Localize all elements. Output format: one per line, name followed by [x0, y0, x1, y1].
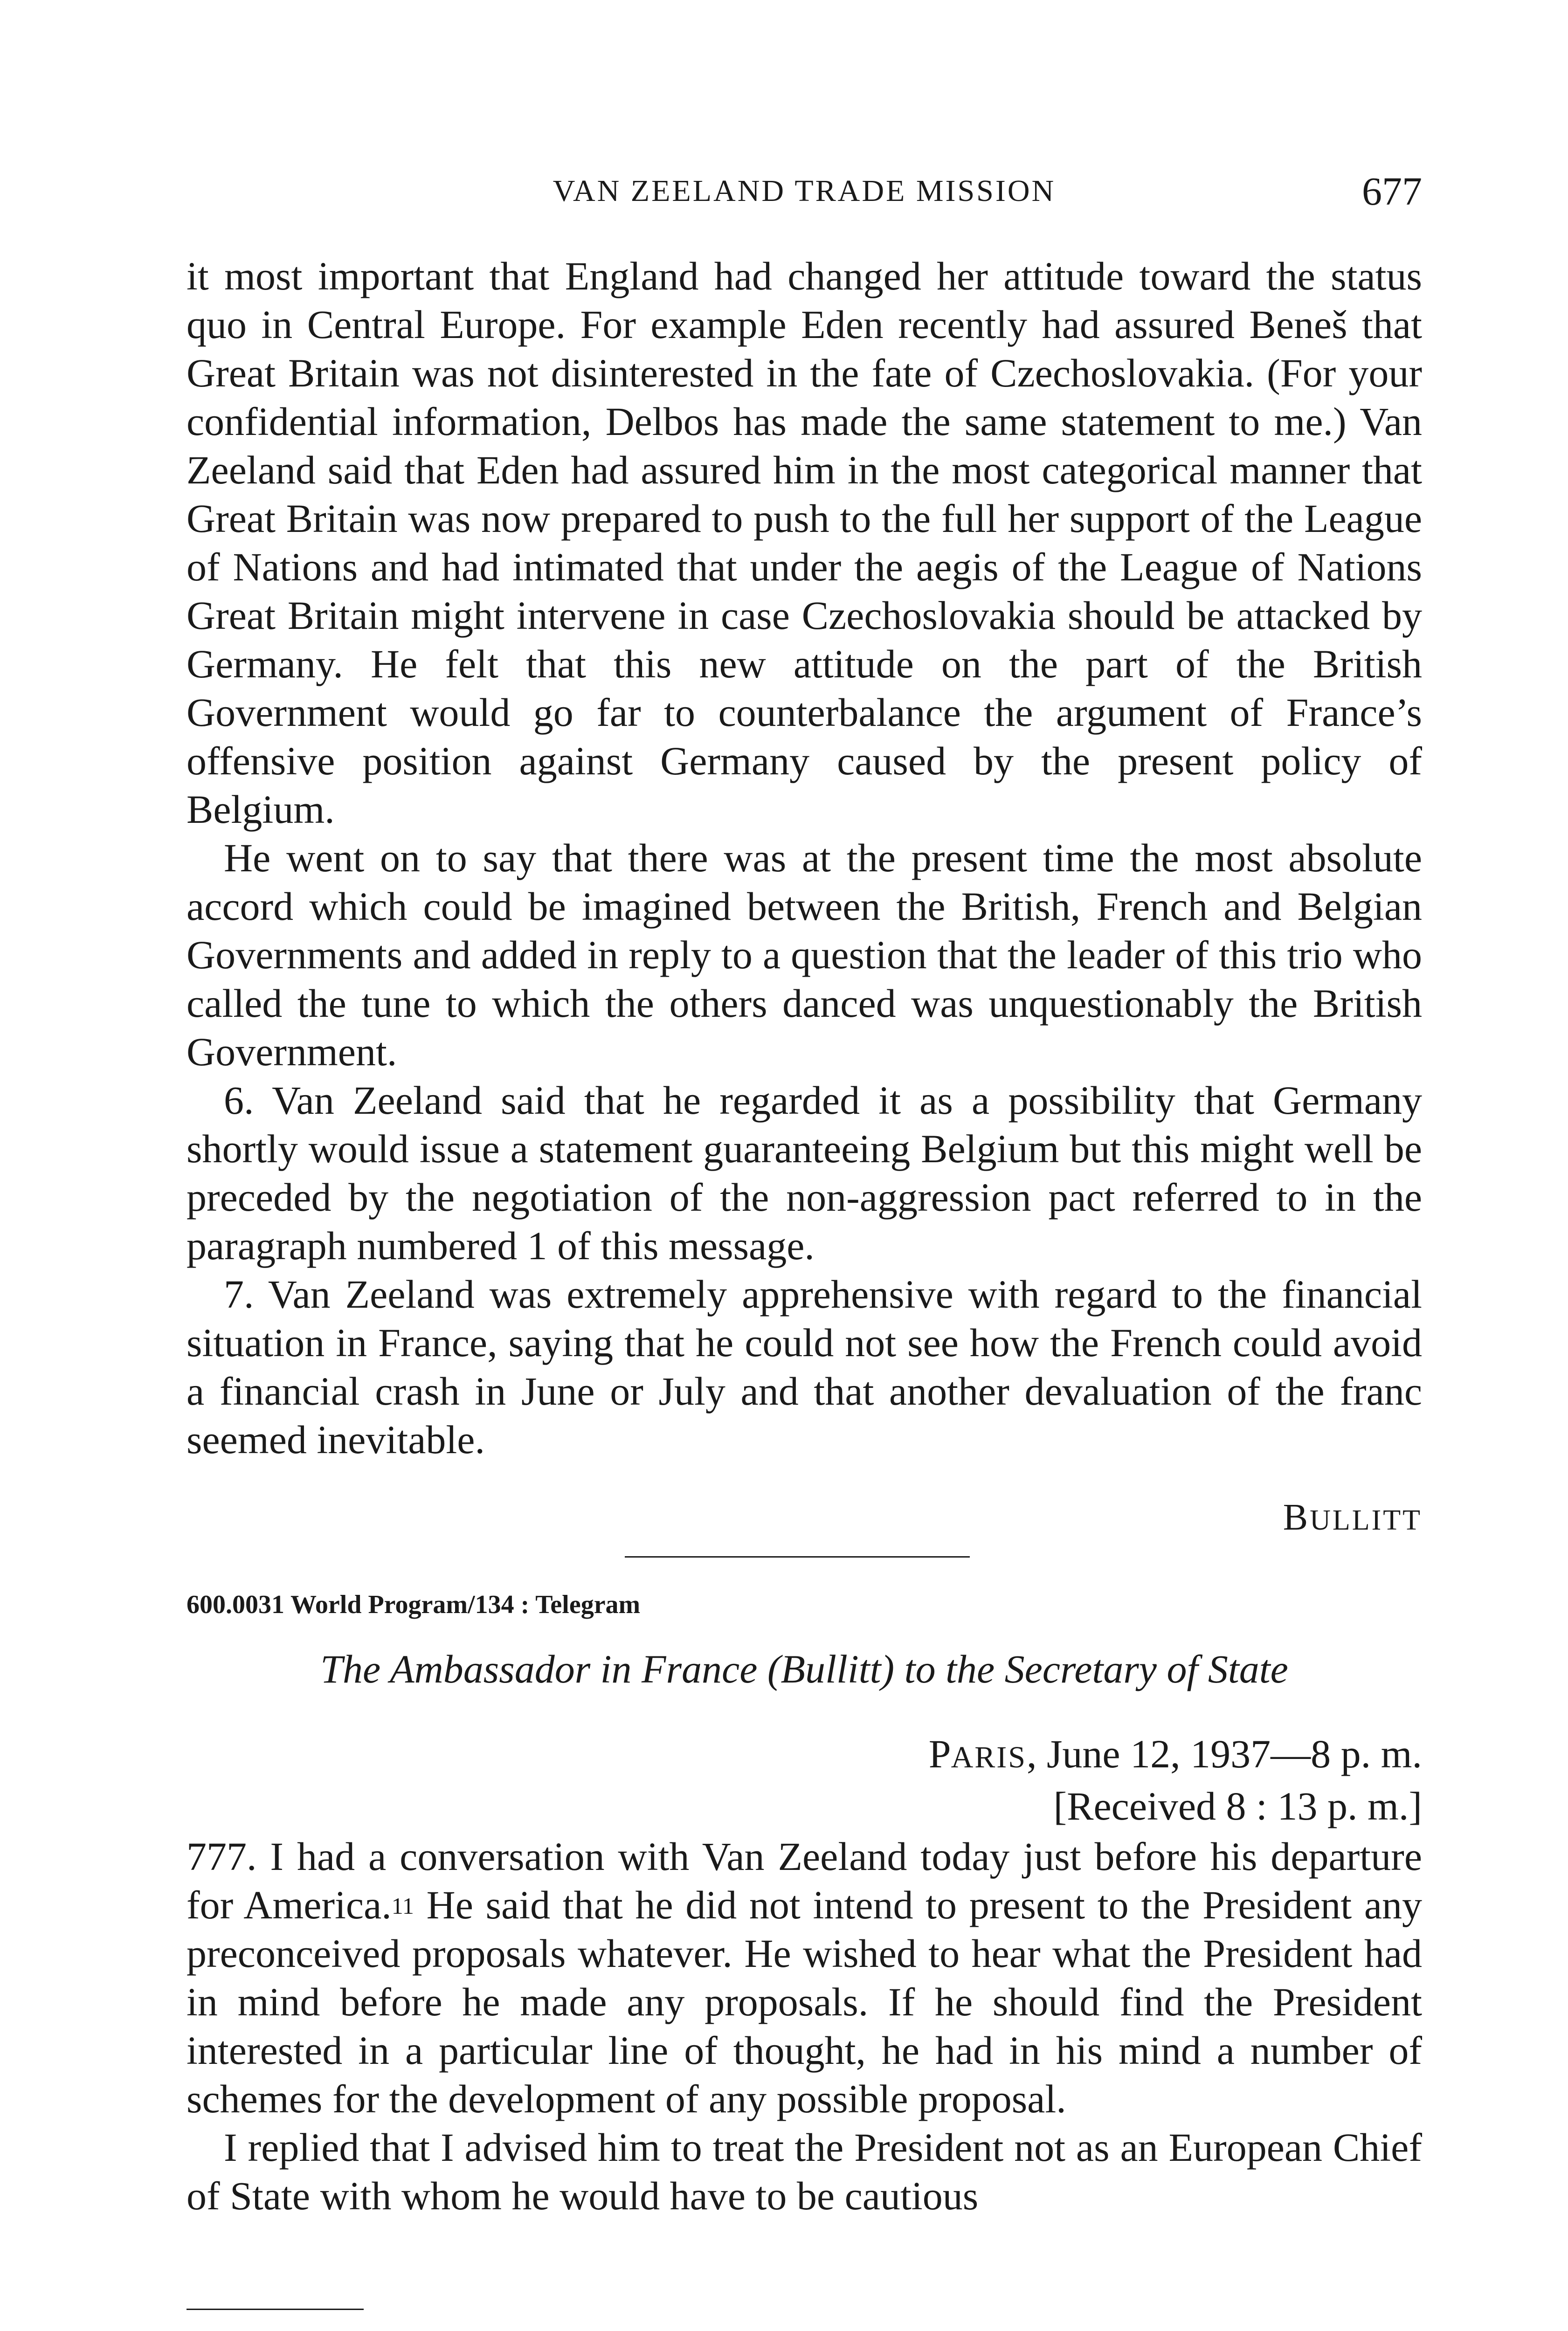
paragraph-item-6: 6. Van Zeeland said that he regarded it as a possibility that Germany shortly would issue a statement guaranteeing Belgium but this might well be preceded by the negotiation of the non-aggression pact referred to in the paragraph numbered 1 of this message. [187, 1078, 1422, 1268]
signature-bullitt [1283, 1497, 1422, 1539]
dateline [929, 1730, 1422, 1830]
place-initial: P [928, 1731, 951, 1776]
section-2-body [187, 1832, 1422, 2220]
date-line [929, 1730, 1422, 1782]
footnote-reference: 11 [391, 1893, 414, 1919]
place-rest: ARIS [951, 1740, 1027, 1774]
received-line: [Received 8 : 13 p. m.] [1053, 1784, 1422, 1828]
running-head: VAN ZEELAND TRADE MISSION [553, 174, 1056, 208]
document-title: The Ambassador in France (Bullitt) to the Secretary of State [320, 1647, 1288, 1691]
paragraph-continuation: it most important that England had changed her attitude toward the status quo in Central Europe. For example Eden recently had assured Beneš that Great Britain was not disinterested in the fate of Czechoslovakia. (For your confidential information, Delbos has made the same statement to me.) Van Zeeland said that Eden had assured him in the most categorical manner that Great Britain was now prepared to push to the full her support of the League of Nations and had intimated that under the aegis of the League of Nations Great Britain might intervene in case Czechoslovakia should be attacked by Germany. He felt that this new attitude on the part of the British Government would go far to counterbalance the argument of France’s offensive position against Germany caused by the present policy of Belgium. [187, 254, 1422, 832]
page-header [187, 169, 1422, 229]
page-number: 677 [1362, 169, 1422, 214]
date: , June 12, 1937—8 p. m. [1026, 1731, 1422, 1776]
section-1-body [187, 252, 1422, 1464]
signature-initial: B [1283, 1497, 1310, 1538]
section-divider [625, 1556, 970, 1558]
footnote-divider [187, 2309, 364, 2310]
paragraph-item-7: 7. Van Zeeland was extremely apprehensive with regard to the financial situation in France, saying that he could not see how the French could avoid a financial crash in June or July and that another devaluation of the franc seemed inevitable. [187, 1272, 1422, 1462]
paragraph: He went on to say that there was at the present time the most absolute accord which could be imagined between the British, French and Belgian Governments and added in reply to a question that the leader of this trio who called the tune to which the others danced was unquestionably the British Government. [187, 835, 1422, 1074]
file-reference: 600.0031 World Program/134 : Telegram [187, 1590, 641, 1619]
paragraph-777: 777. I had a conversation with Van Zeeland today just before his departure for America.$^{11}$ He said that he did not intend to present to the President any preconceived proposals whatever. He wished to hear what the President had in mind before he made any proposals. If he should find the President interested in a particular line of thought, he had in his mind a number of schemes for the development of any possible proposal. [187, 1834, 1423, 2121]
signature-rest: ULLITT [1310, 1504, 1422, 1536]
paragraph: I replied that I advised him to treat the President not as an European Chief of State with whom he would have to be cautious [187, 2125, 1422, 2218]
